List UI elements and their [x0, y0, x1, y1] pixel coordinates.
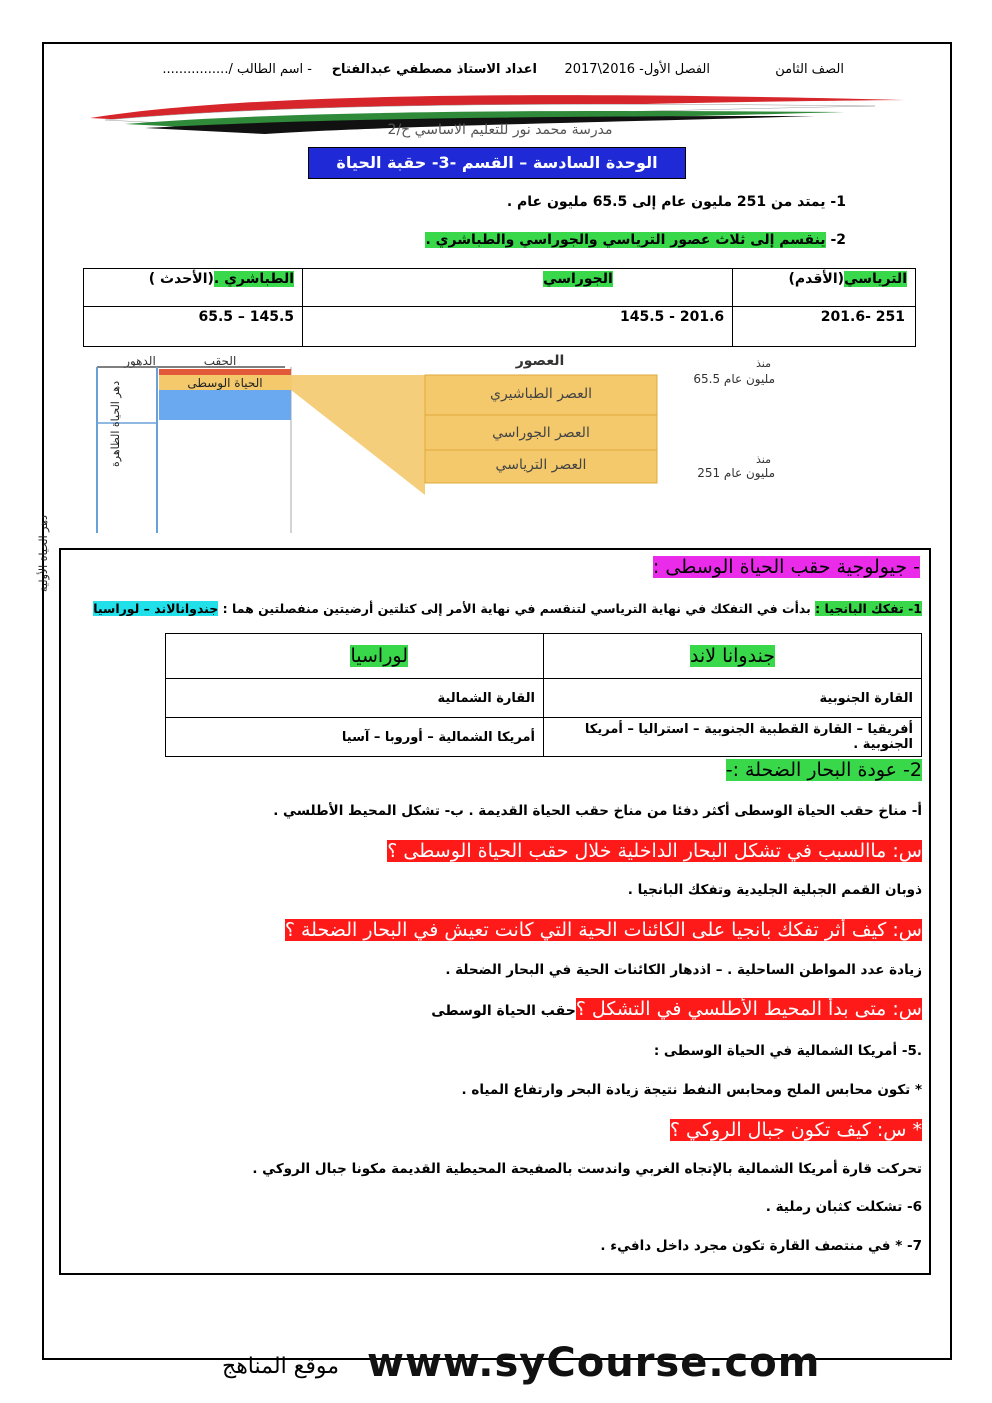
seas-heading: 2- عودة البحار الضحلة :-	[725, 759, 922, 781]
chart-expansion-wedge	[291, 375, 425, 495]
pangaea-line	[93, 601, 922, 616]
chart-bottom-age: 251 مليون عام	[697, 466, 775, 480]
header-term-year: الفصل الأول- 2016\2017	[564, 62, 710, 77]
period-triassic-header: الترياسي(الأقدم)	[733, 269, 916, 307]
page-title: الوحدة السادسة – القسم -3- حقبة الحياة الوسطى	[308, 147, 686, 179]
answer-2: زيادة عدد المواطن الساحلية . – اذدهار الكائنات الحية في البحار الضحلة .	[445, 962, 922, 978]
point-2-text: ينقسم إلى ثلاث عصور الترياسي والجوراسي والطباشري .	[425, 232, 826, 248]
point-1: 1- يمتد من 251 مليون عام إلى 65.5 مليون عام .	[506, 194, 846, 210]
footer-url: www.syCourse.com	[367, 1340, 821, 1386]
chart-epoch-triassic-label: العصر الترياسي	[495, 457, 587, 473]
header-student-name: - اسم الطالب /................	[162, 62, 312, 77]
chart-header-eras: الدهور	[124, 354, 156, 368]
point-5-text: * تكون محابس الملح ومحابس النفط نتيجة زيادة البحر وارتفاع المياه .	[461, 1082, 922, 1098]
answer-3: حقب الحياة الوسطى	[431, 1003, 576, 1019]
point-5: .5- أمريكا الشمالية في الحياة الوسطى :	[653, 1043, 922, 1059]
pangaea-label: 1- تفكك البانجيا :	[815, 601, 922, 616]
point-2-number: 2-	[830, 232, 846, 248]
question-3: س: متى بدأ المحيط الأطلسي في التشكل ؟	[575, 998, 922, 1020]
chart-epoch-jurassic-label: العصر الجوراسي	[492, 425, 590, 441]
chart-since-bottom: منذ	[756, 453, 771, 466]
gondwana-header: جندوانا لاند	[544, 634, 922, 679]
laurasia-row-1: القارة الشمالية	[166, 679, 544, 718]
footer-site-name: موقع المناهج	[222, 1354, 340, 1379]
header-teacher: اعداد الاستاذ مصطفي عبدالفتاح	[331, 62, 537, 77]
chart-since-top: منذ	[756, 357, 771, 370]
period-triassic-range: 251 -201.6	[733, 307, 916, 347]
pangaea-text: بدأت في التفكك في نهاية الترياسي لتنقسم في نهاية الأمر إلى كتلتين أرضيتين منفصلتين هما :	[218, 601, 816, 616]
gondwana-row-2: أفريقيا – القارة القطبية الجنوبية – استراليا – أمريكا الجنوبية .	[544, 718, 922, 757]
period-cretaceous-range: 145.5 – 65.5	[84, 307, 303, 347]
chart-header-epochs: العصور	[515, 353, 565, 369]
continents-table	[165, 633, 922, 757]
point-7: 7- * في منتصف القارة تكون مجرد داخل دافيء .	[600, 1238, 922, 1254]
chart-cenozoic-bar	[159, 369, 291, 375]
point-6: 6- تشكلت كثبان رملية .	[765, 1199, 922, 1215]
laurasia-row-2: أمريكا الشمالية – أوروبا – آسيا	[166, 718, 544, 757]
chart-epoch-cretaceous-label: العصر الطباشيري	[490, 386, 592, 402]
point-2	[425, 232, 846, 248]
chart-mesozoic-label: الحياة الوسطى	[187, 376, 263, 390]
chart-era-top: دهر الحياة الظاهرة	[109, 380, 122, 467]
school-banner	[85, 90, 915, 140]
gondwana-row-1: القارة الجنوبية	[544, 679, 922, 718]
chart-era-bottom: دهر الحياة الأولية	[37, 515, 50, 592]
footer-watermark	[222, 1340, 821, 1396]
question-2: س: كيف أثر تفكك بانجيا على الكائنات الحية التي كانت تعيش في البحار الضحلة ؟	[284, 919, 922, 941]
answer-1: ذوبان القمم الجبلية الجليدية وتفكك البانجيا .	[627, 882, 922, 898]
chart-paleozoic-bar	[159, 390, 291, 420]
period-cretaceous-header: الطباشري .(الأحدث )	[84, 269, 303, 307]
chart-header-periods: الحقب	[203, 354, 237, 368]
geology-heading: - جيولوجية حقب الحياة الوسطى :	[652, 556, 920, 578]
period-jurassic-range: 201.6 - 145.5	[303, 307, 733, 347]
question-4: * س: كيف تكون جبال الروكي ؟	[669, 1119, 922, 1141]
header-grade: الصف الثامن	[775, 62, 844, 77]
question-3-line	[431, 998, 922, 1020]
question-1: س: ماالسبب في تشكل البحار الداخلية خلال حقب الحياة الوسطى ؟	[387, 840, 922, 862]
answer-4: تحركت قارة أمريكا الشمالية بالإتجاه الغربي واندست بالصفيحة المحيطية القديمة مكونا جبال الروكي .	[252, 1161, 922, 1177]
period-jurassic-header: الجوراسي	[303, 269, 733, 307]
seas-text: أ- مناخ حقب الحياة الوسطى أكثر دفئا من مناخ حقب الحياة القديمة . ب- تشكل المحيط الأطلسي .	[273, 803, 922, 819]
pangaea-names: جندوانالاند – لوراسيا	[93, 601, 219, 616]
periods-table	[83, 268, 916, 347]
laurasia-header: لوراسيا	[166, 634, 544, 679]
school-name: مدرسة محمد نور للتعليم الاساسي ح/2	[387, 122, 613, 138]
chart-top-age: 65.5 مليون عام	[693, 372, 775, 386]
